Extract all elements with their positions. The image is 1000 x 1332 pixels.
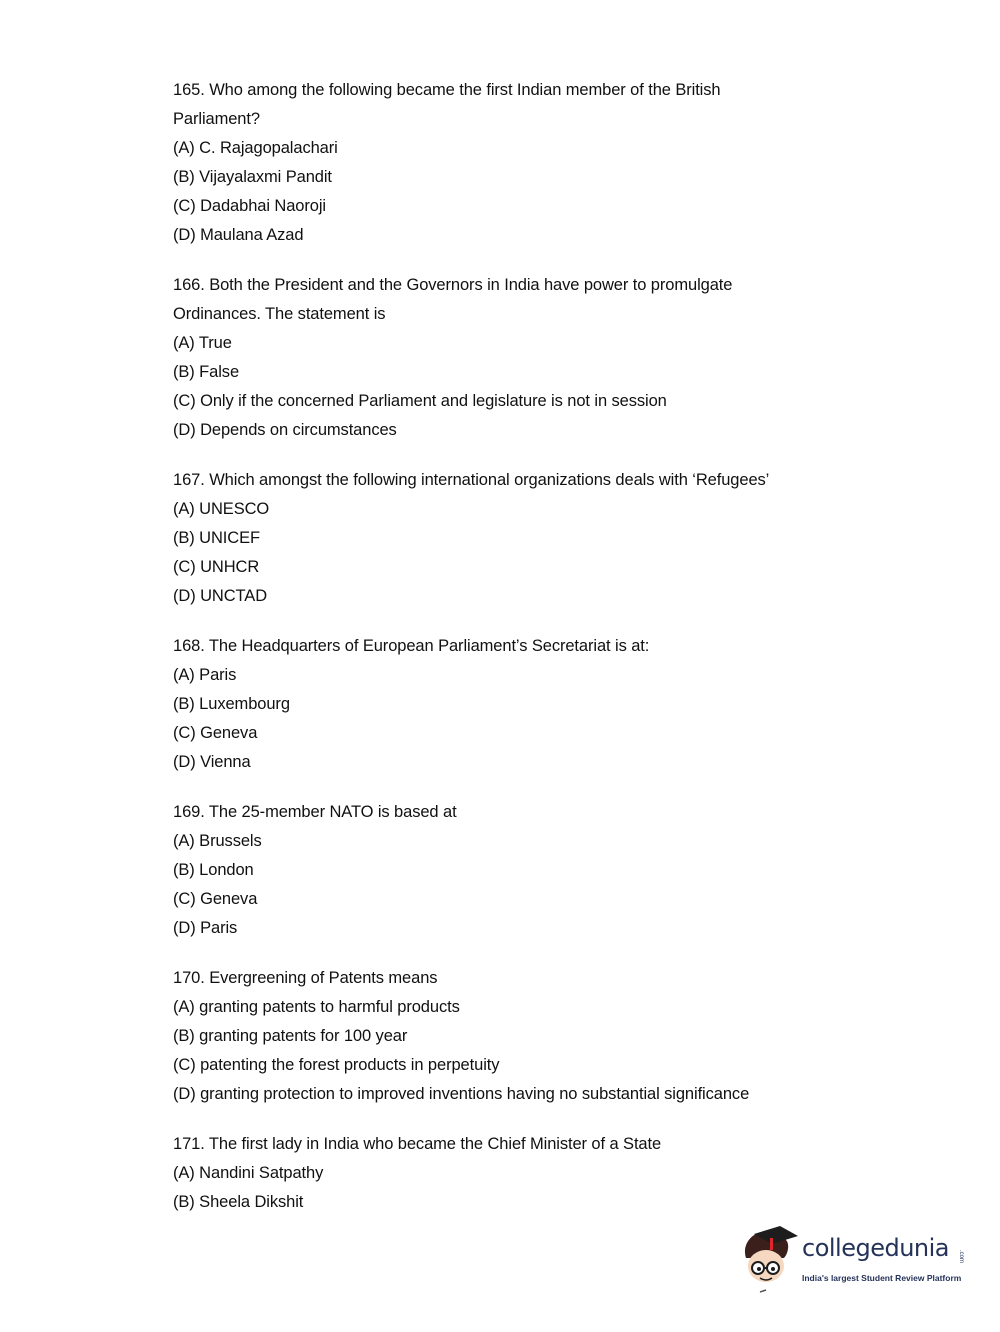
option-d: (D) Maulana Azad bbox=[173, 226, 304, 244]
option-b: (B) granting patents for 100 year bbox=[173, 1027, 408, 1045]
question-168 bbox=[173, 632, 873, 777]
option-a: (A) Nandini Satpathy bbox=[173, 1164, 324, 1182]
question-170 bbox=[173, 964, 873, 1109]
logo-tagline: India's largest Student Review Platform bbox=[802, 1273, 962, 1283]
option-b: (B) Sheela Dikshit bbox=[173, 1193, 304, 1211]
option-a: (A) True bbox=[173, 334, 232, 352]
option-d: (D) granting protection to improved inventions having no substantial significance bbox=[173, 1085, 750, 1103]
option-d: (D) Vienna bbox=[173, 753, 251, 771]
option-a: (A) C. Rajagopalachari bbox=[173, 139, 338, 157]
option-d: (D) Paris bbox=[173, 919, 238, 937]
option-c: (C) Dadabhai Naoroji bbox=[173, 197, 326, 215]
question-165 bbox=[173, 76, 873, 250]
question-text: Ordinances. The statement is bbox=[173, 305, 386, 323]
option-a: (A) granting patents to harmful products bbox=[173, 998, 460, 1016]
option-c: (C) Only if the concerned Parliament and legislature is not in session bbox=[173, 392, 667, 410]
option-b: (B) UNICEF bbox=[173, 529, 260, 547]
question-text: 166. Both the President and the Governors in India have power to promulgate bbox=[173, 276, 733, 294]
option-b: (B) False bbox=[173, 363, 240, 381]
question-167 bbox=[173, 466, 873, 611]
option-a: (A) Paris bbox=[173, 666, 237, 684]
logo-name: collegedunia bbox=[802, 1234, 950, 1262]
question-page bbox=[173, 76, 873, 1238]
option-a: (A) UNESCO bbox=[173, 500, 270, 518]
collegedunia-logo[interactable] bbox=[740, 1224, 970, 1296]
option-c: (C) patenting the forest products in perpetuity bbox=[173, 1056, 500, 1074]
question-171 bbox=[173, 1130, 873, 1217]
question-166 bbox=[173, 271, 873, 445]
option-b: (B) London bbox=[173, 861, 254, 879]
option-c: (C) UNHCR bbox=[173, 558, 260, 576]
question-text: 170. Evergreening of Patents means bbox=[173, 969, 438, 987]
question-text: 167. Which amongst the following international organizations deals with ‘Refugees’ bbox=[173, 471, 770, 489]
option-c: (C) Geneva bbox=[173, 724, 258, 742]
option-b: (B) Luxembourg bbox=[173, 695, 290, 713]
option-b: (B) Vijayalaxmi Pandit bbox=[173, 168, 332, 186]
question-text: Parliament? bbox=[173, 110, 260, 128]
mascot-icon bbox=[740, 1224, 802, 1296]
question-text: 168. The Headquarters of European Parliament’s Secretariat is at: bbox=[173, 637, 650, 655]
question-text: 169. The 25-member NATO is based at bbox=[173, 803, 457, 821]
question-169 bbox=[173, 798, 873, 943]
question-text: 165. Who among the following became the first Indian member of the British bbox=[173, 81, 721, 99]
question-text: 171. The first lady in India who became the Chief Minister of a State bbox=[173, 1135, 662, 1153]
option-d: (D) Depends on circumstances bbox=[173, 421, 397, 439]
option-a: (A) Brussels bbox=[173, 832, 262, 850]
option-d: (D) UNCTAD bbox=[173, 587, 268, 605]
option-c: (C) Geneva bbox=[173, 890, 258, 908]
logo-suffix: .com bbox=[958, 1250, 964, 1264]
